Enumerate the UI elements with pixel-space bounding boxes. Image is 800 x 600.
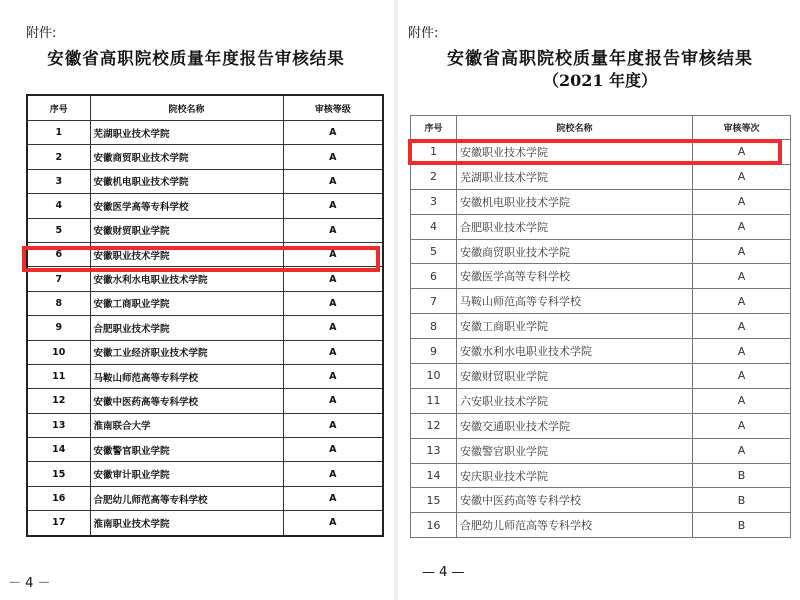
- audit-grade: A: [283, 194, 383, 218]
- header-name: 院校名称: [90, 95, 283, 121]
- school-name: 安徽财贸职业学院: [457, 364, 693, 389]
- school-name: 安庆职业技术学院: [457, 463, 693, 488]
- audit-grade: A: [283, 169, 383, 193]
- audit-grade: A: [693, 140, 791, 165]
- table-row: [411, 463, 791, 488]
- document-subtitle: （2021 年度）: [542, 71, 658, 90]
- audit-grade: A: [283, 316, 383, 340]
- school-name: 安徽工商职业学院: [90, 291, 283, 315]
- school-name: 安徽医学高等专科学校: [90, 194, 283, 218]
- table-row: [411, 239, 791, 264]
- audit-grade: A: [693, 214, 791, 239]
- school-name: 安徽商贸职业技术学院: [90, 145, 283, 169]
- table-row: [411, 513, 791, 538]
- audit-grade: A: [693, 239, 791, 264]
- row-number: 8: [411, 314, 457, 339]
- right-document-page: [400, 0, 800, 600]
- table-row: [411, 214, 791, 239]
- row-number: 6: [27, 242, 90, 266]
- school-name: 马鞍山师范高等专科学校: [90, 364, 283, 388]
- table-row: [411, 488, 791, 513]
- audit-grade: A: [283, 340, 383, 364]
- row-number: 13: [411, 438, 457, 463]
- row-number: 17: [27, 511, 90, 536]
- table-row: [411, 413, 791, 438]
- table-row: [411, 289, 791, 314]
- audit-grade: A: [693, 438, 791, 463]
- audit-grade: A: [283, 145, 383, 169]
- header-num: 序号: [411, 116, 457, 140]
- table-row: [411, 339, 791, 364]
- row-number: 3: [27, 169, 90, 193]
- audit-grade: A: [283, 438, 383, 462]
- row-number: 1: [411, 140, 457, 165]
- row-number: 5: [411, 239, 457, 264]
- row-number: 7: [411, 289, 457, 314]
- table-row: [27, 511, 383, 536]
- table-row: [411, 264, 791, 289]
- audit-results-table: [410, 115, 791, 538]
- audit-grade: A: [283, 291, 383, 315]
- table-row: [411, 314, 791, 339]
- audit-grade: A: [693, 289, 791, 314]
- table-row: [27, 486, 383, 510]
- school-name: 安徽商贸职业技术学院: [457, 239, 693, 264]
- school-name: 合肥职业技术学院: [457, 214, 693, 239]
- school-name: 芜湖职业技术学院: [457, 164, 693, 189]
- table-header-row: [27, 95, 383, 121]
- row-number: 3: [411, 189, 457, 214]
- audit-grade: A: [283, 121, 383, 145]
- audit-grade: A: [693, 364, 791, 389]
- school-name: 安徽审计职业学院: [90, 462, 283, 486]
- audit-grade: B: [693, 488, 791, 513]
- document-title: 安徽省高职院校质量年度报告审核结果: [47, 49, 345, 68]
- row-number: 4: [27, 194, 90, 218]
- page-number: — 4 —: [422, 565, 465, 580]
- school-name: 安徽机电职业技术学院: [90, 169, 283, 193]
- school-name: 合肥职业技术学院: [90, 316, 283, 340]
- table-row: [27, 121, 383, 145]
- row-number: 9: [411, 339, 457, 364]
- table-row: [411, 364, 791, 389]
- school-name: 安徽职业技术学院: [90, 242, 283, 266]
- row-number: 15: [27, 462, 90, 486]
- row-number: 13: [27, 413, 90, 437]
- audit-results-table: [26, 94, 384, 537]
- table-row: [27, 462, 383, 486]
- table-row: [27, 218, 383, 242]
- header-grade: 审核等级: [283, 95, 383, 121]
- row-number: 12: [411, 413, 457, 438]
- school-name: 安徽交通职业技术学院: [457, 413, 693, 438]
- highlight-box: [408, 139, 782, 165]
- table-row: [27, 438, 383, 462]
- school-name: 淮南职业技术学院: [90, 511, 283, 536]
- row-number: 10: [411, 364, 457, 389]
- school-name: 安徽财贸职业学院: [90, 218, 283, 242]
- school-name: 安徽机电职业技术学院: [457, 189, 693, 214]
- audit-grade: A: [283, 413, 383, 437]
- row-number: 1: [27, 121, 90, 145]
- table-row: [27, 169, 383, 193]
- table-body: [411, 140, 791, 538]
- school-name: 安徽医学高等专科学校: [457, 264, 693, 289]
- school-name: 安徽水利水电职业技术学院: [90, 267, 283, 291]
- document-title: 安徽省高职院校质量年度报告审核结果: [447, 49, 753, 69]
- audit-grade: A: [693, 164, 791, 189]
- table-row: [27, 364, 383, 388]
- school-name: 芜湖职业技术学院: [90, 121, 283, 145]
- row-number: 14: [411, 463, 457, 488]
- table-header-row: [411, 116, 791, 140]
- school-name: 合肥幼儿师范高等专科学校: [457, 513, 693, 538]
- table-row: [27, 145, 383, 169]
- audit-grade: B: [693, 463, 791, 488]
- page-divider: [394, 0, 398, 600]
- row-number: 6: [411, 264, 457, 289]
- table-row: [27, 413, 383, 437]
- header-name: 院校名称: [457, 116, 693, 140]
- school-name: 淮南联合大学: [90, 413, 283, 437]
- audit-grade: A: [283, 242, 383, 266]
- row-number: 15: [411, 488, 457, 513]
- table-row: [27, 316, 383, 340]
- table-row: [411, 164, 791, 189]
- row-number: 14: [27, 438, 90, 462]
- audit-grade: A: [693, 189, 791, 214]
- audit-grade: B: [693, 513, 791, 538]
- highlight-box: [22, 246, 380, 272]
- header-num: 序号: [27, 95, 90, 121]
- row-number: 4: [411, 214, 457, 239]
- row-number: 5: [27, 218, 90, 242]
- audit-grade: A: [283, 462, 383, 486]
- left-document-page: [0, 0, 392, 600]
- row-number: 9: [27, 316, 90, 340]
- school-name: 安徽警官职业学院: [90, 438, 283, 462]
- school-name: 安徽中医药高等专科学校: [90, 389, 283, 413]
- row-number: 12: [27, 389, 90, 413]
- audit-grade: A: [283, 389, 383, 413]
- audit-grade: A: [693, 388, 791, 413]
- school-name: 安徽水利水电职业技术学院: [457, 339, 693, 364]
- row-number: 7: [27, 267, 90, 291]
- row-number: 2: [27, 145, 90, 169]
- row-number: 16: [411, 513, 457, 538]
- attachment-label: 附件:: [26, 26, 57, 41]
- table-row: [27, 291, 383, 315]
- table-row: [27, 389, 383, 413]
- school-name: 安徽职业技术学院: [457, 140, 693, 165]
- audit-grade: A: [693, 264, 791, 289]
- school-name: 安徽中医药高等专科学校: [457, 488, 693, 513]
- row-number: 11: [411, 388, 457, 413]
- audit-grade: A: [283, 486, 383, 510]
- row-number: 16: [27, 486, 90, 510]
- table-row: [27, 340, 383, 364]
- audit-grade: A: [283, 511, 383, 536]
- school-name: 六安职业技术学院: [457, 388, 693, 413]
- table-body: [27, 121, 383, 536]
- school-name: 马鞍山师范高等专科学校: [457, 289, 693, 314]
- table-row: [27, 194, 383, 218]
- row-number: 2: [411, 164, 457, 189]
- audit-grade: A: [283, 364, 383, 388]
- school-name: 安徽警官职业学院: [457, 438, 693, 463]
- table-row: [411, 388, 791, 413]
- school-name: 安徽工商职业学院: [457, 314, 693, 339]
- audit-grade: A: [693, 413, 791, 438]
- header-grade: 审核等次: [693, 116, 791, 140]
- row-number: 8: [27, 291, 90, 315]
- row-number: 10: [27, 340, 90, 364]
- audit-grade: A: [693, 314, 791, 339]
- audit-grade: A: [283, 218, 383, 242]
- table-row: [411, 189, 791, 214]
- audit-grade: A: [693, 339, 791, 364]
- row-number: 11: [27, 364, 90, 388]
- school-name: 合肥幼儿师范高等专科学校: [90, 486, 283, 510]
- attachment-label: 附件:: [408, 26, 439, 41]
- page-number: － 4 －: [8, 576, 51, 591]
- audit-grade: A: [283, 267, 383, 291]
- table-row: [411, 438, 791, 463]
- school-name: 安徽工业经济职业技术学院: [90, 340, 283, 364]
